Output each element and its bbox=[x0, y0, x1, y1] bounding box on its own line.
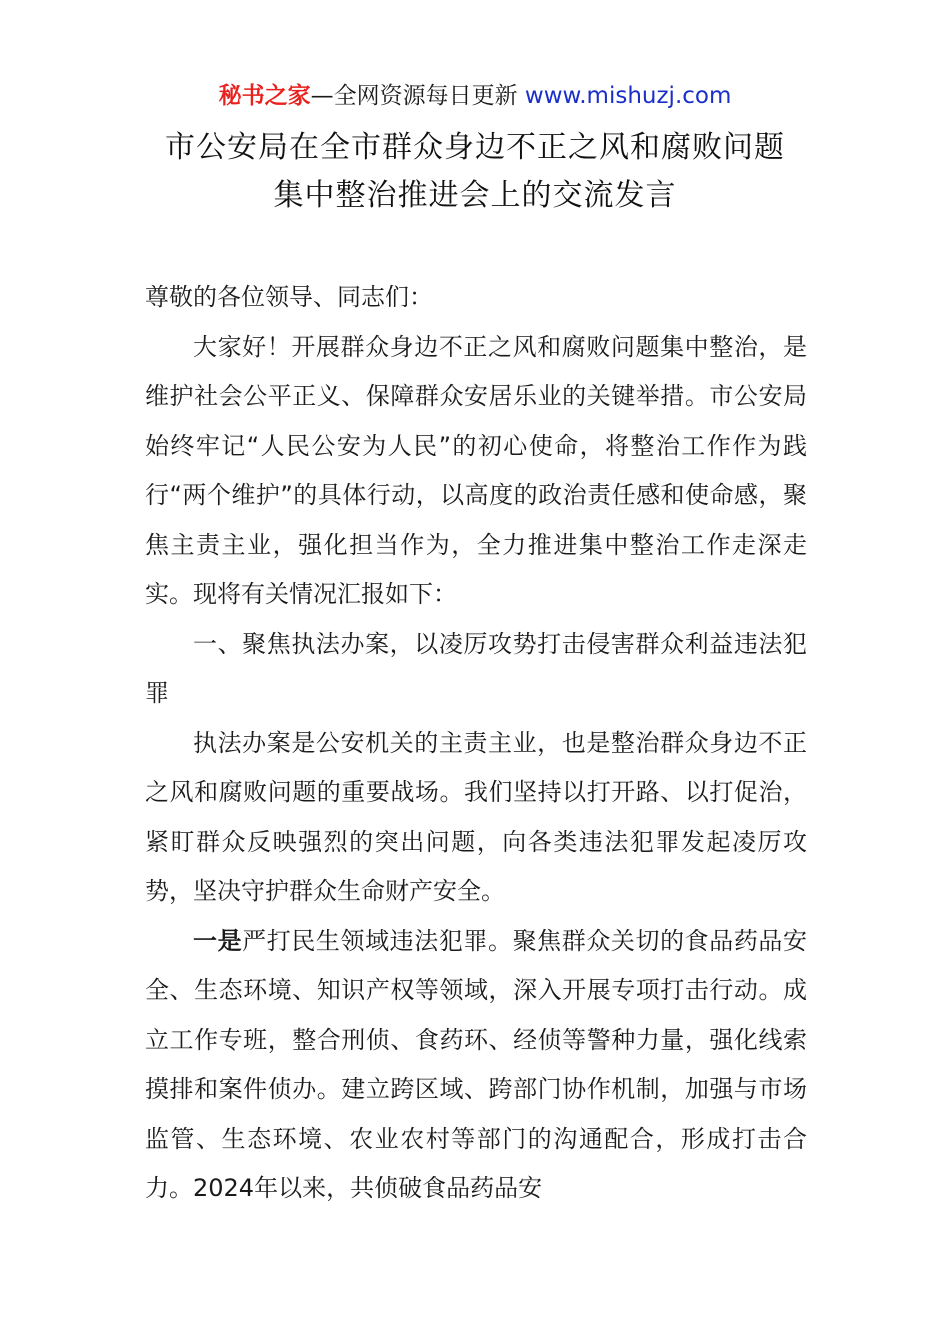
point-1-lead: 一是 bbox=[193, 926, 243, 955]
document-body bbox=[145, 273, 807, 1214]
site-header bbox=[0, 78, 950, 114]
site-url-link[interactable]: www.mishuzj.com bbox=[524, 83, 732, 109]
section-1-intro-paragraph: 执法办案是公安机关的主责主业，也是整治群众身边不正之风和腐败问题的重要战场。我们坚持以打开路、以打促治，紧盯群众反映强烈的突出问题，向各类违法犯罪发起凌厉攻势，坚决守护群众生命财产安全。 bbox=[145, 728, 807, 905]
point-1-paragraph bbox=[145, 917, 807, 1214]
salutation: 尊敬的各位领导、同志们： bbox=[145, 283, 433, 311]
section-1-heading: 一、聚焦执法办案，以凌厉攻势打击侵害群众利益违法犯罪 bbox=[145, 629, 807, 707]
header-tagline: —全网资源每日更新 bbox=[310, 83, 525, 109]
point-1-text: 严打民生领域违法犯罪。聚焦群众关切的食品药品安全、生态环境、知识产权等领域，深入开展专项打击行动。成立工作专班，整合刑侦、食药环、经侦等警种力量，强化线索摸排和案件侦办。建立跨区域、跨部门协作机制，加强与市场监管、生态环境、农业农村等部门的沟通配合，形成打击合力。2024年以来，共侦破食品药品安 bbox=[145, 926, 808, 1202]
intro-paragraph: 大家好！开展群众身边不正之风和腐败问题集中整治，是维护社会公平正义、保障群众安居乐业的关键举措。市公安局始终牢记“人民公安为人民”的初心使命，将整治工作作为践行“两个维护”的具体行动，以高度的政治责任感和使命感，聚焦主责主业，强化担当作为，全力推进集中整治工作走深走实。现将有关情况汇报如下： bbox=[145, 332, 807, 608]
title-line-2: 集中整治推进会上的交流发言 bbox=[273, 178, 677, 213]
document-title bbox=[0, 124, 950, 220]
brand-name: 秘书之家 bbox=[218, 83, 311, 109]
title-line-1: 市公安局在全市群众身边不正之风和腐败问题 bbox=[165, 130, 785, 165]
